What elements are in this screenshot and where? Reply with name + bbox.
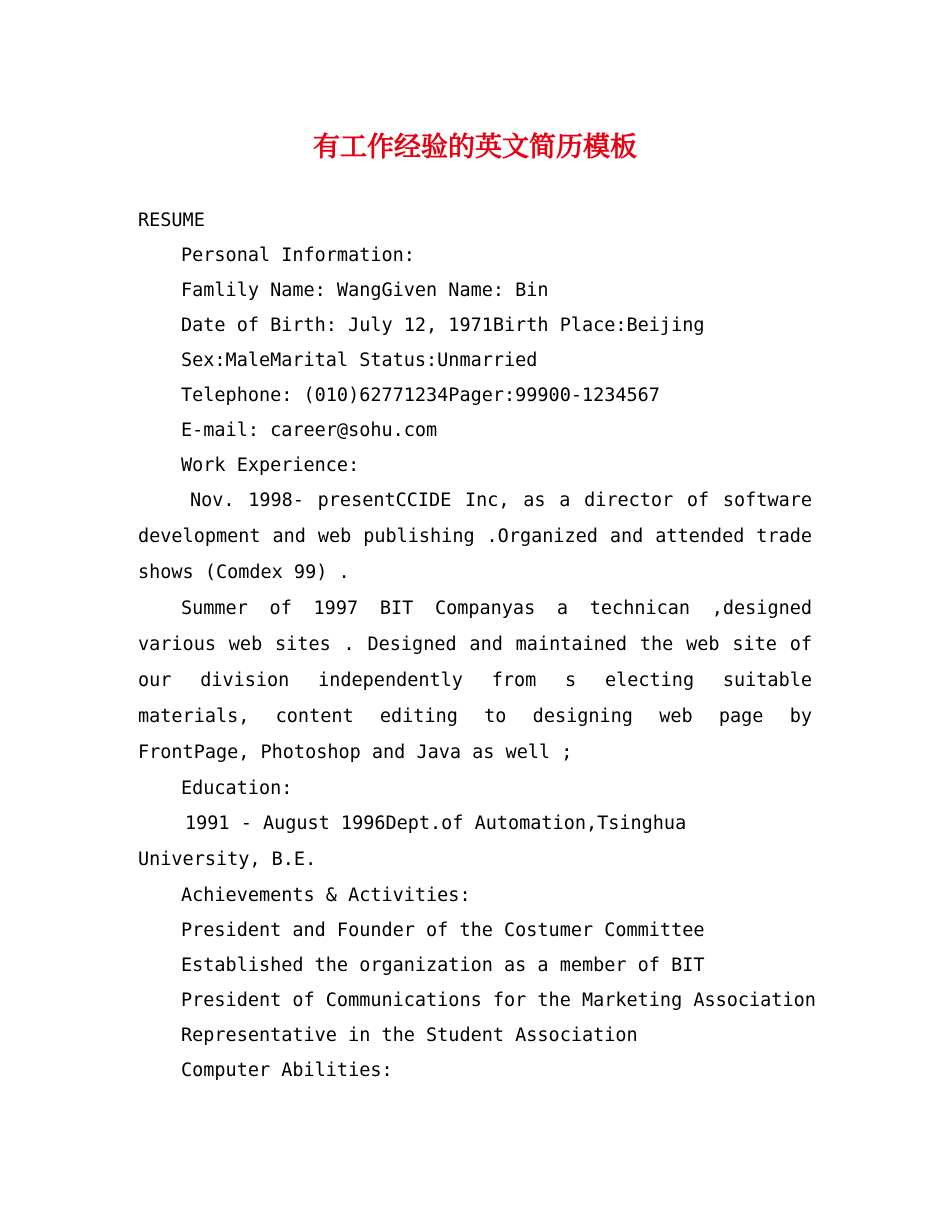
education-entry: 1991 - August 1996Dept.of Automation,Tsinghua University, B.E. bbox=[138, 813, 687, 870]
education-label: Education: bbox=[181, 778, 293, 799]
email-line: E-mail: career@sohu.com bbox=[181, 420, 438, 441]
work-entry-ccide: Nov. 1998- presentCCIDE Inc, as a director of software development and web publishing .Organized and attended trade shows (Comdex 99) . bbox=[138, 490, 812, 583]
achievement-item: Established the organization as a member of BIT bbox=[181, 955, 705, 976]
achievement-item: Representative in the Student Association bbox=[181, 1025, 638, 1046]
name-line: Famlily Name: WangGiven Name: Bin bbox=[181, 280, 549, 301]
work-entry-bit: Summer of 1997 BIT Companyas a technican ,designed various web sites . Designed and maintained the web site of our division independently from s electing suitable materials, content editing to designing web page by FrontPage, Photoshop and Java as well ; bbox=[138, 598, 812, 763]
work-experience-label: Work Experience: bbox=[181, 455, 360, 476]
achievements-label: Achievements & Activities: bbox=[181, 885, 471, 906]
birth-line: Date of Birth: July 12, 1971Birth Place:Beijing bbox=[181, 315, 705, 336]
computer-abilities-label: Computer Abilities: bbox=[181, 1060, 393, 1081]
achievement-item: President of Communications for the Marketing Association bbox=[181, 990, 816, 1011]
document-title: 有工作经验的英文简历模板 bbox=[313, 132, 637, 163]
resume-heading: RESUME bbox=[138, 210, 205, 231]
telephone-line: Telephone: (010)62771234Pager:99900-1234567 bbox=[181, 385, 660, 406]
sex-marital-line: Sex:MaleMarital Status:Unmarried bbox=[181, 350, 538, 371]
personal-info-label: Personal Information: bbox=[181, 245, 415, 266]
resume-body bbox=[138, 203, 816, 1088]
achievement-item: President and Founder of the Costumer Committee bbox=[181, 920, 705, 941]
